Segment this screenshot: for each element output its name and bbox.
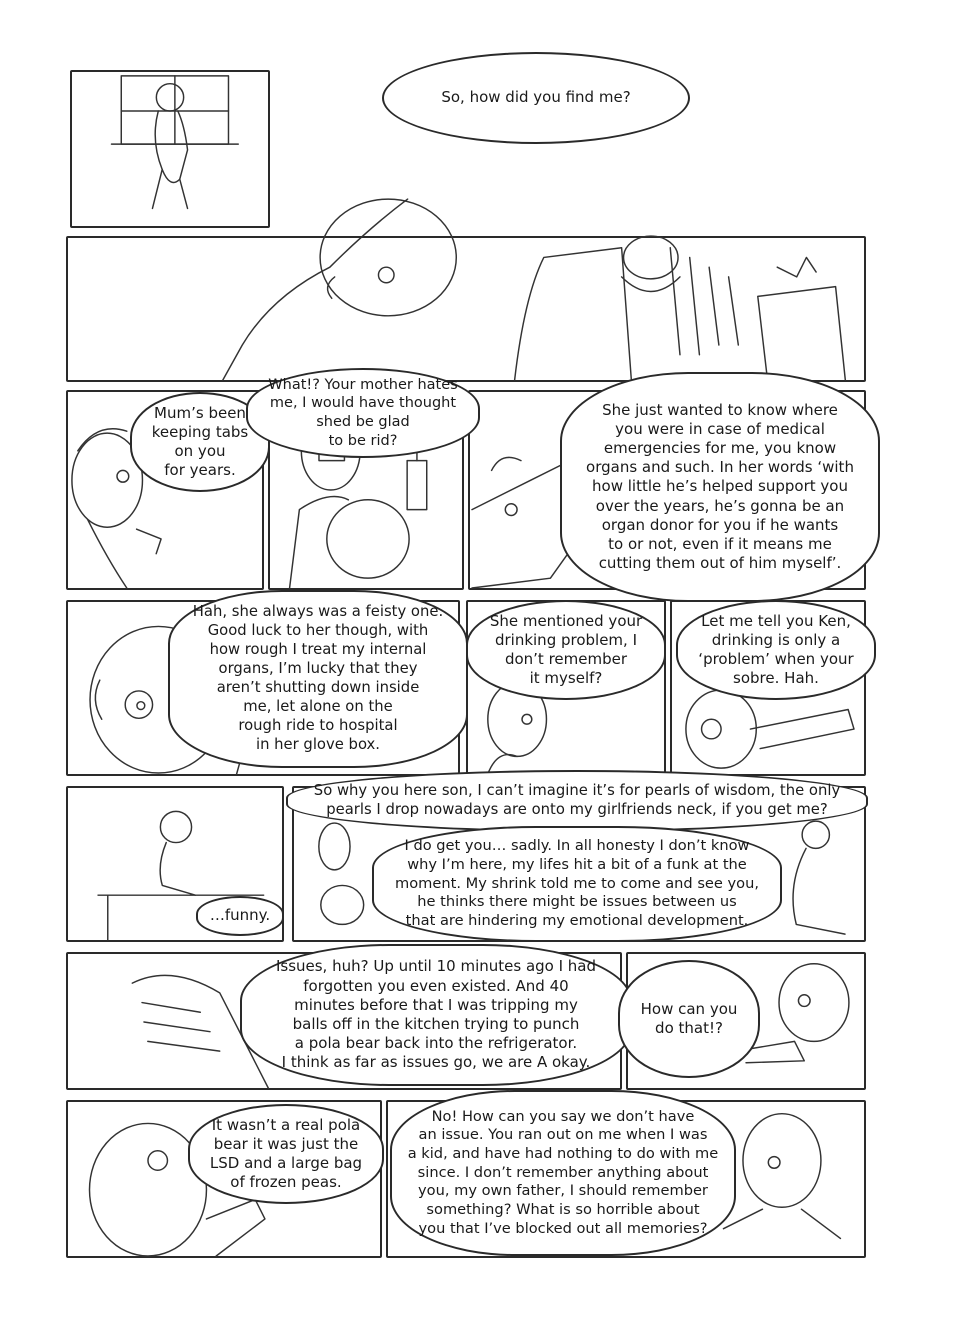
son-speech-bubble-how (618, 960, 760, 1078)
son-speech-bubble-drinking (466, 600, 666, 700)
son-speech-bubble-funny (196, 896, 284, 936)
father-speech-bubble-feisty (168, 590, 468, 768)
father-speech-bubble-pola (188, 1104, 384, 1204)
bubble-text: So, how did you find me? (441, 88, 631, 107)
bubble-text: Let me tell you Ken, drinking is only a ‘problem’ when your sobre. Hah. (698, 611, 854, 688)
son-on-windowsill-drawing (72, 72, 268, 226)
bubble-text: So why you here son, I can’t imagine it’s for pearls of wisdom, the only pearls I drop nowadays are onto my girlfriends neck, if you get me? (313, 782, 841, 818)
bubble-text: I do get you… sadly. In all honesty I don’t know why I’m here, my lifes hit a bit of a funk at the moment. My shrink told me to come and see you, he thinks there might be issues between us that are hindering my emotional development. (395, 837, 759, 929)
father-speech-bubble-mother-hates (246, 368, 480, 458)
bubble-text: …funny. (209, 906, 271, 925)
panel-window (70, 70, 270, 228)
bubble-text: She mentioned your drinking problem, I don’t remember it myself? (489, 611, 643, 688)
bubble-text: It wasn’t a real pola bear it was just the LSD and a large bag of frozen peas. (209, 1115, 363, 1192)
bubble-text: No! How can you say we don’t have an issue. You ran out on me when I was a kid, and have had nothing to do with me since. I don’t remember anything about you, my own father, I should remember something? What is so horrible about you that I’ve blocked out all memories? (407, 1107, 719, 1237)
bubble-text: Issues, huh? Up until 10 minutes ago I had forgotten you even existed. And 40 minutes before that I was tripping my balls off in the kitchen trying to punch a pola bear back into the refrigerator. I think as far as issues go, we are A okay. (275, 957, 597, 1072)
son-speech-bubble-organs (560, 372, 880, 602)
son-speech-bubble-memories (390, 1090, 736, 1256)
father-speech-bubble-sobre (676, 600, 876, 700)
bubble-text: Hah, she always was a feisty one. Good luck to her though, with how rough I treat my internal organs, I’m lucky that they aren’t shutting down inside me, let alone on the rough ride to hospital in her glove box. (192, 603, 444, 753)
father-speech-bubble-pearls (286, 770, 868, 832)
son-and-father-armchair-drawing (68, 238, 864, 380)
father-speech-bubble-issues (240, 944, 632, 1086)
panel-father-armchair (66, 236, 866, 382)
bubble-text: She just wanted to know where you were in case of medical emergencies for me, you know organs and such. In her words ‘with how little he’s helped support you over the years, he’s gonna be an organ donor for you if he wants to or not, even if it means me cutting them out of him myself’. (586, 400, 854, 573)
father-speech-bubble-how-find (382, 52, 690, 144)
bubble-text: Mum’s been keeping tabs on you for years. (151, 403, 249, 480)
son-speech-bubble-shrink (372, 826, 782, 942)
bubble-text: What!? Your mother hates me, I would have thought shed be glad to be rid? (268, 376, 458, 449)
bubble-text: How can you do that!? (640, 999, 738, 1037)
